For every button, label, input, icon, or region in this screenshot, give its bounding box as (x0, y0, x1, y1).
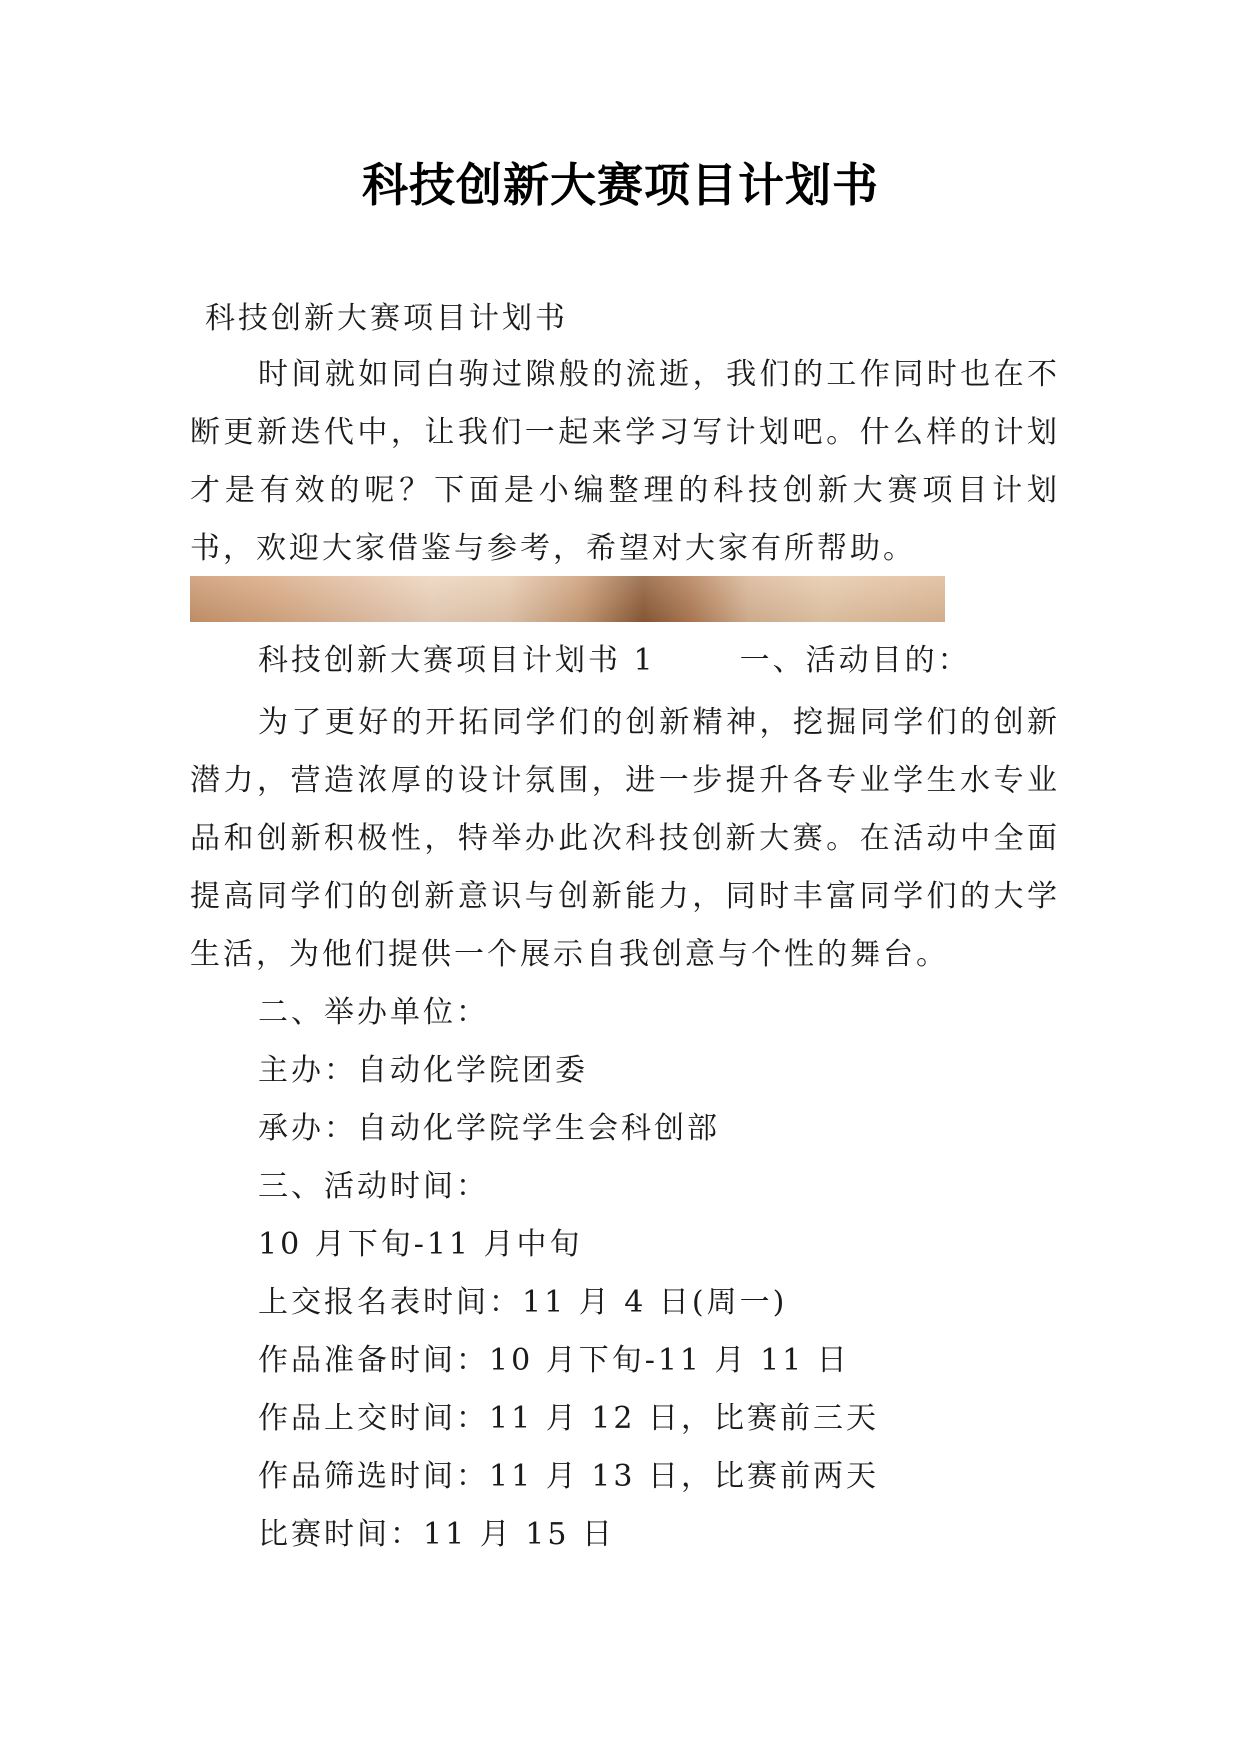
preparation-line: 作品准备时间：10 月下旬-11 月 11 日 (258, 1343, 850, 1378)
screening-line: 作品筛选时间：11 月 13 日，比赛前两天 (258, 1459, 879, 1494)
section1-heading: 科技创新大赛项目计划书 1 (258, 643, 656, 678)
submission-line: 作品上交时间：11 月 12 日，比赛前三天 (258, 1401, 879, 1436)
activity-purpose-paragraph: 为了更好的开拓同学们的创新精神，挖掘同学们的创新潜力，营造浓厚的设计氛围，进一步提升各专业学生水专业品和创新积极性，特举办此次科技创新大赛。在活动中全面提高同学们的创新意识与创新能力，同时丰富同学们的大学生活，为他们提供一个展示自我创意与个性的舞台。 (190, 705, 1060, 972)
document-title: 科技创新大赛项目计划书 (362, 158, 879, 212)
time-range-line: 10 月下旬-11 月中旬 (258, 1227, 583, 1262)
registration-line: 上交报名表时间：11 月 4 日(周一) (258, 1285, 788, 1320)
competition-line: 比赛时间：11 月 15 日 (258, 1517, 615, 1552)
decorative-photo-strip (190, 576, 945, 622)
section-heading-row (258, 632, 971, 690)
host-line: 主办：自动化学院团委 (258, 1053, 588, 1088)
co-host-line: 承办：自动化学院学生会科创部 (258, 1111, 720, 1146)
document-subtitle: 科技创新大赛项目计划书 (205, 301, 568, 336)
time-heading: 三、活动时间： (258, 1169, 489, 1204)
photo-strip-shade (190, 576, 945, 622)
intro-paragraph: 时间就如同白驹过隙般的流逝，我们的工作同时也在不断更新迭代中，让我们一起来学习写计划吧。什么样的计划才是有效的呢？下面是小编整理的科技创新大赛项目计划书，欢迎大家借鉴与参考，希望对大家有所帮助。 (190, 357, 1060, 566)
activity-purpose-heading: 一、活动目的： (739, 643, 971, 678)
organizer-heading: 二、举办单位： (258, 995, 489, 1030)
